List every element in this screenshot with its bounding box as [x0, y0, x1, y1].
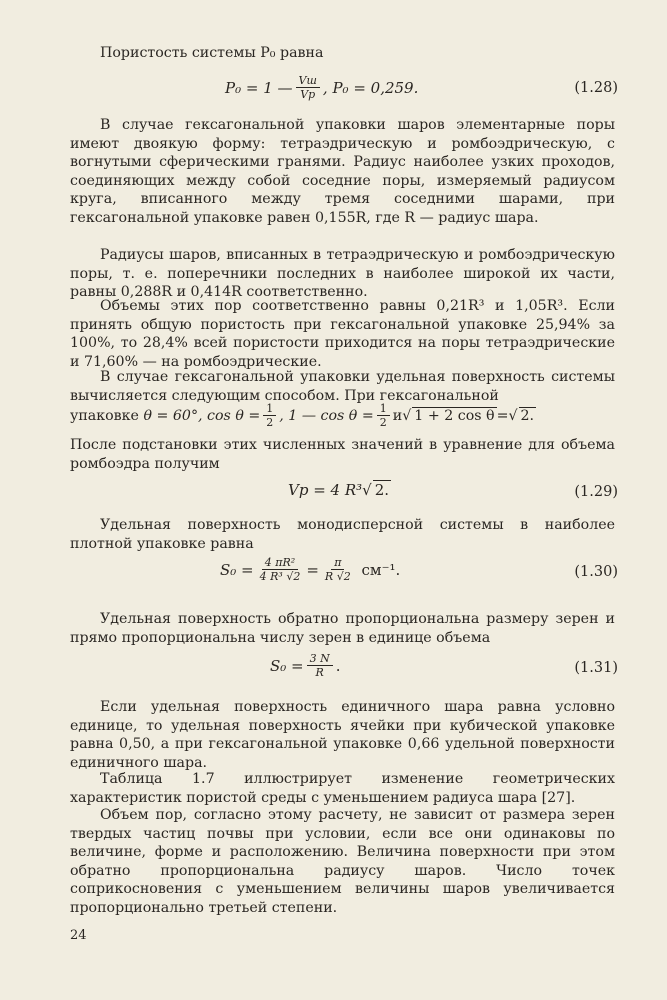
inline-half-2-den: 2 [379, 416, 387, 429]
eq131-den: R [315, 666, 324, 679]
paragraph-specific-surface-method: В случае гексагональной упаковки удельная поверхность системы вычисляется следующим способом. При гексагональной [70, 369, 615, 404]
eq130-f1-num: 4 πR² [262, 556, 298, 570]
inline-eq: = [496, 407, 509, 424]
eq130-fraction-1 [257, 556, 304, 583]
inline-theta: θ = 60°, cos θ = [143, 407, 261, 424]
eq129-root: 2. [374, 481, 390, 499]
eq130-f2-den: R √2 [324, 570, 351, 583]
inline-mid: , 1 — cos θ = [279, 407, 374, 424]
inline-and: и [392, 407, 403, 424]
eq128-fraction [296, 74, 320, 101]
eq130-f1-den: 4 R³ √2 [259, 570, 301, 583]
paragraph-sphere-radii: Радиусы шаров, вписанных в тетраэдрическую и ромбоэдрическую поры, т. е. поперечники последних в наиболее широкой их части, равны 0,288R и 0,414R соответственно. [70, 247, 615, 301]
eq131-lhs: S₀ = [270, 656, 304, 675]
paragraph-porosity-intro: Пористость системы P₀ равна [100, 45, 324, 61]
eq130-unit: см⁻¹. [361, 560, 401, 579]
root-sign-icon: √ [362, 480, 372, 499]
inline-root-2: 2. [520, 408, 535, 424]
eq131-number: (1.31) [574, 660, 618, 676]
paragraph-substitution: После подстановки этих численных значений в уравнение для объема ромбоэдра получим [70, 437, 615, 472]
eq130-eq: = [306, 560, 319, 579]
page-number: 24 [70, 928, 87, 943]
inline-half-1-den: 2 [266, 416, 274, 429]
equation-1-31 [70, 652, 618, 692]
root-sign-icon: √ [508, 407, 518, 424]
eq131-tail: . [335, 656, 341, 675]
equation-1-28 [70, 74, 618, 114]
inline-word: упаковке [70, 407, 139, 424]
paragraph-pore-volume-conclusion: Объем пор, согласно этому расчету, не зависит от размера зерен твердых частиц почвы при условии, если все они одинаковы по величине, форме и расположению. Величина поверхности при этом обратно пропорциональна радиусу шаров. Число точек соприкосновения с уменьшением величины шаров увеличивается пропорционально третьей степени. [70, 807, 615, 916]
inline-angle-line [70, 402, 618, 432]
paragraph-hexagonal-pores: В случае гексагональной упаковки шаров элементарные поры имеют двоякую форму: тетраэдрическую и ромбоэдрическую, с вогнутыми сферическими гранями. Радиус наиболее узких проходов, соединяющих между собой соседние поры, измеряемый радиусом круга, вписанного между тремя соседними шарами, при гексагональной упаковке равен 0,155R, где R — радиус шара. [70, 117, 615, 226]
eq129-lhs: Vр = 4 R³ [288, 480, 363, 499]
paragraph-monodisperse: Удельная поверхность монодисперсной системы в наиболее плотной упаковке равна [70, 517, 615, 552]
inline-half-1 [263, 402, 276, 429]
eq128-number: (1.28) [574, 80, 618, 96]
eq128-rest: , P₀ = 0,259. [322, 78, 419, 97]
eq130-number: (1.30) [574, 564, 618, 580]
eq130-lhs: S₀ = [220, 560, 254, 579]
eq131-num: 3 N [307, 652, 333, 666]
inline-half-2-num: 1 [377, 402, 390, 416]
eq129-number: (1.29) [574, 484, 618, 500]
paragraph-pore-volumes: Объемы этих пор соответственно равны 0,21R³ и 1,05R³. Если принять общую пористость при гексагональной упаковке 25,94% за 100%, то 28,4% всей пористости приходится на поры тетраэдрические и 71,60% — на ромбоэдрические. [70, 298, 615, 370]
root-sign-icon: √ [402, 407, 412, 424]
paragraph-inverse-proportional: Удельная поверхность обратно пропорциональна размеру зерен и прямо пропорциональна числу зерен в единице объема [70, 611, 615, 646]
eq128-numerator: Vш [296, 74, 320, 88]
inline-half-2 [377, 402, 390, 429]
paragraph-unit-sphere: Если удельная поверхность единичного шара равна условно единице, то удельная поверхность ячейки при кубической упаковке равна 0,50, а при гексагональной упаковке 0,66 удельной поверхности единичного шара. [70, 699, 615, 771]
eq128-lhs: P₀ = 1 — [225, 78, 293, 97]
eq130-fraction-2 [322, 556, 354, 583]
inline-root-1: 1 + 2 cos θ [414, 408, 495, 424]
equation-1-29 [70, 480, 618, 520]
eq128-denominator: Vр [300, 88, 316, 101]
equation-1-30 [70, 556, 618, 596]
eq130-f2-num: π [331, 556, 344, 570]
inline-half-1-num: 1 [263, 402, 276, 416]
paragraph-table-ref: Таблица 1.7 иллюстрирует изменение геометрических характеристик пористой среды с уменьшением радиуса шара [27]. [70, 771, 615, 806]
eq131-fraction [307, 652, 333, 679]
